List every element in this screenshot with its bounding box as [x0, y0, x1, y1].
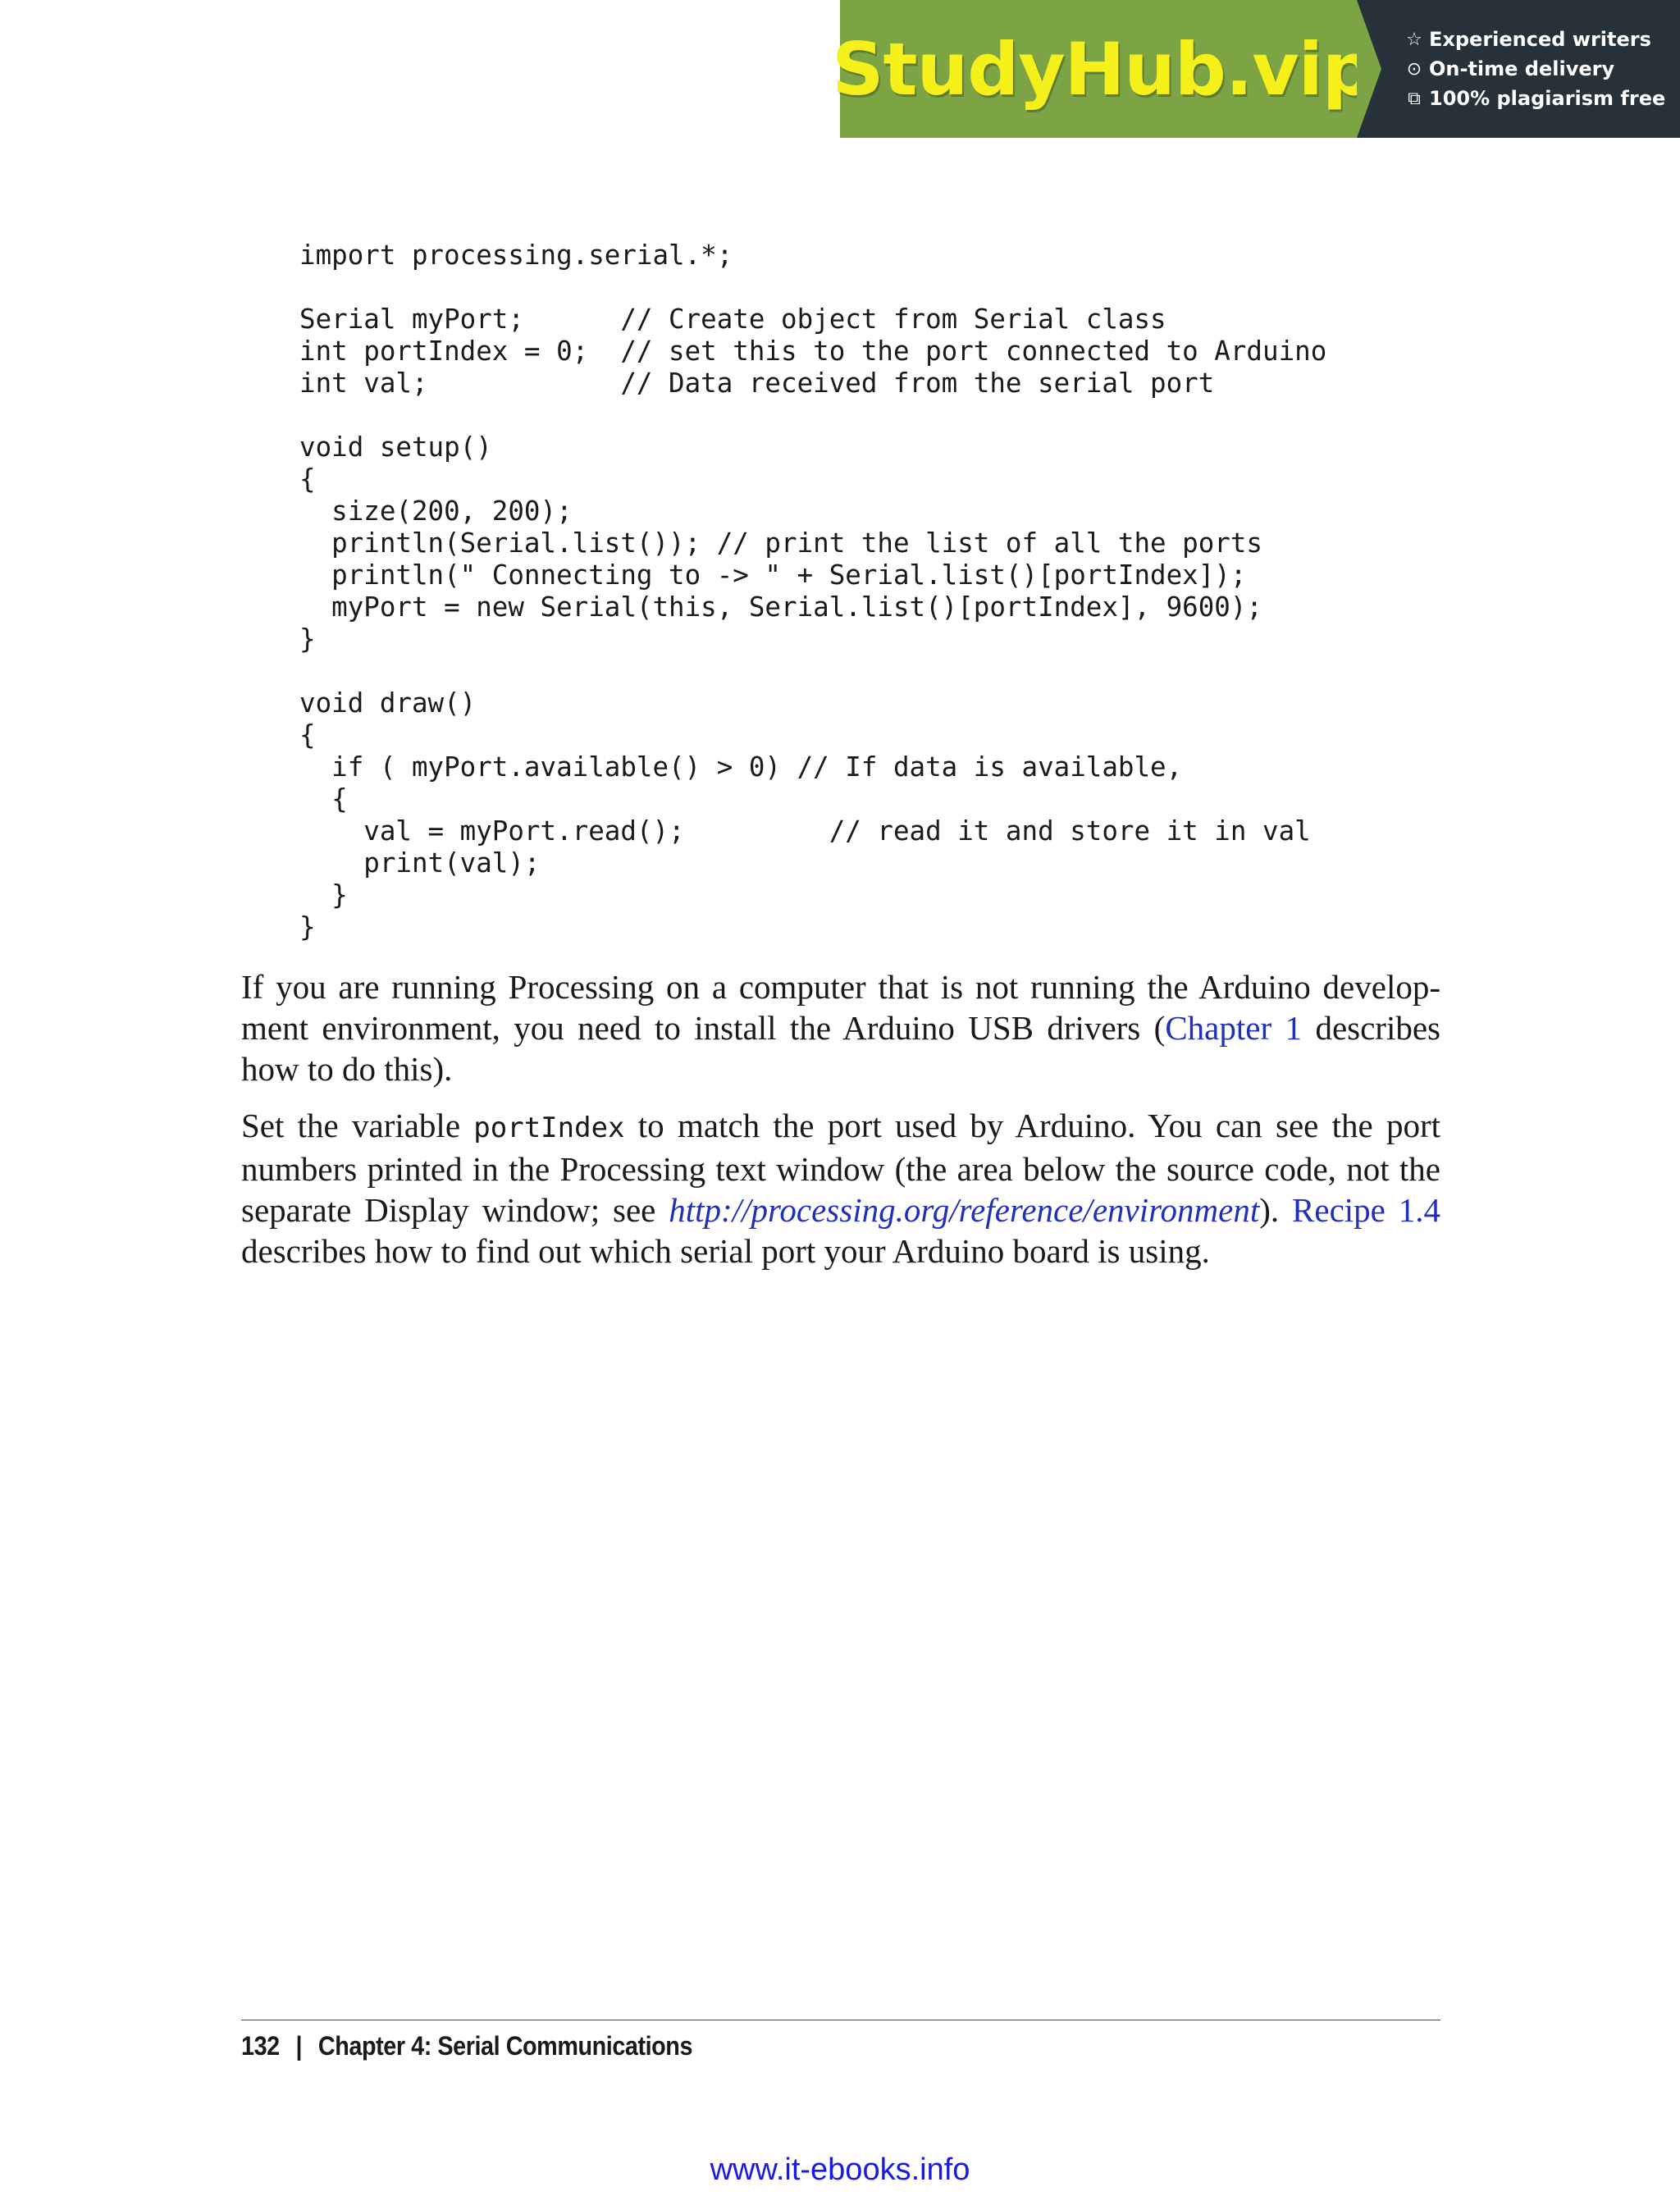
footer-separator: | — [295, 2031, 303, 2061]
code-line: size(200, 200); — [299, 495, 573, 527]
feature-label: Experienced writers — [1429, 28, 1651, 51]
feature-item-plagiarism — [1404, 87, 1680, 110]
chapter-1-link[interactable]: Chapter 1 — [1165, 1009, 1303, 1047]
brand-logo: StudyHub.vip — [832, 26, 1373, 112]
ad-banner[interactable] — [832, 0, 1680, 138]
feature-label: On-time delivery — [1429, 57, 1615, 80]
code-line: } — [299, 911, 316, 943]
feature-label: 100% plagiarism free — [1429, 87, 1666, 110]
code-line: } — [299, 623, 316, 655]
paragraph-text: describes how to find out which serial port your Arduino board is using. — [241, 1232, 1210, 1270]
code-line: Serial myPort; // Create object from Serial class — [299, 304, 1166, 335]
code-line: int val; // Data received from the serial port — [299, 368, 1215, 399]
paragraph-text: describes how to do this). — [241, 1009, 1440, 1088]
processing-reference-link[interactable]: http://processing.org/reference/environment — [669, 1191, 1260, 1229]
watermark-link[interactable]: www.it-ebooks.info — [710, 2152, 970, 2187]
code-line: { — [299, 719, 316, 751]
inline-code-portindex: portIndex — [473, 1112, 625, 1144]
paragraph-text: If you are running Processing on a computer that is not running the Arduino development environment, you need to install the Arduino USB drivers ( — [241, 968, 1440, 1047]
code-line: print(val); — [299, 847, 541, 879]
code-line: println(Serial.list()); // print the list of all the ports — [299, 527, 1262, 559]
copy-icon: ⧉ — [1408, 88, 1421, 109]
recipe-1-4-link[interactable]: Recipe 1.4 — [1292, 1191, 1441, 1229]
chapter-title: Chapter 4: Serial Communications — [317, 2031, 693, 2061]
code-line: myPort = new Serial(this, Serial.list()[portIndex], 9600); — [299, 591, 1262, 623]
code-line: val = myPort.read(); // read it and store it in val — [299, 815, 1311, 847]
code-line: { — [299, 783, 348, 815]
feature-list — [1357, 0, 1680, 138]
code-line: void draw() — [299, 687, 477, 719]
code-line: import processing.serial.*; — [299, 240, 733, 271]
star-icon: ☆ — [1406, 29, 1422, 50]
page-number: 132 — [241, 2031, 280, 2061]
code-line: void setup() — [299, 431, 492, 463]
feature-item-writers — [1404, 28, 1680, 51]
code-listing — [299, 240, 1326, 943]
code-line: println(" Connecting to -> " + Serial.list()[portIndex]); — [299, 559, 1247, 591]
paragraph-text: Set the variable — [241, 1107, 474, 1144]
body-paragraph-port-index — [241, 1105, 1440, 1271]
paragraph-text: to match the port used by Arduino. You can see the port numbers printed in the Processing text window (the area below the source code, not the separate Display window; see — [241, 1107, 1440, 1229]
code-line: } — [299, 879, 348, 911]
page-footer — [241, 2031, 692, 2061]
code-line: int portIndex = 0; // set this to the port connected to Arduino — [299, 336, 1327, 367]
body-paragraph-drivers — [241, 966, 1440, 1089]
clock-icon: ⊙ — [1406, 58, 1422, 80]
code-line: { — [299, 463, 316, 495]
brand-panel — [832, 0, 1373, 138]
code-line: if ( myPort.available() > 0) // If data is available, — [299, 751, 1183, 783]
feature-item-delivery — [1404, 57, 1680, 80]
paragraph-text: ). — [1259, 1191, 1293, 1229]
